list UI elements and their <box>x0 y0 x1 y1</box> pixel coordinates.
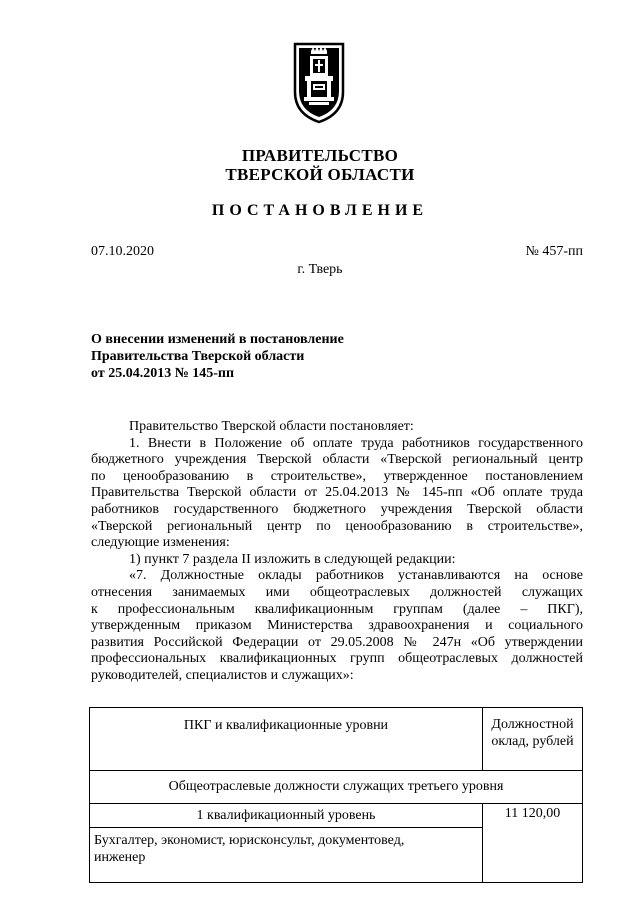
subject-line: от 25.04.2013 № 145-пп <box>91 366 235 381</box>
document-number: № 457-пп <box>525 244 583 259</box>
table-group-label: Общеотраслевые должности служащих третьего уровня <box>90 771 583 804</box>
body-line: 1. Внести в Положение об оплате труда работников государственного <box>129 435 583 451</box>
document-type-heading: ПОСТАНОВЛЕНИЕ <box>211 202 429 219</box>
table-group-row <box>90 771 583 804</box>
table-positions-line2: инженер <box>94 850 146 865</box>
table-level-row <box>90 804 583 828</box>
document-city: г. Тверь <box>297 262 343 277</box>
body-line: «7. Должностные оклады работников устанавливаются на основе <box>129 568 583 584</box>
table-positions-line1: Бухгалтер, экономист, юрисконсульт, документовед, <box>94 833 405 848</box>
document-body <box>91 419 583 685</box>
table-header-pkg: ПКГ и квалификационные уровни <box>90 708 483 771</box>
body-line: Правительства Тверской области от 25.04.2013 № 145-пп «Об оплате труда <box>91 485 583 501</box>
body-line: «Тверской региональный центр по ценообразованию в строительстве», <box>91 518 583 534</box>
body-line: бюджетного учреждения Тверской области «Тверской региональный центр <box>91 452 583 468</box>
government-title-line2: ТВЕРСКОЙ ОБЛАСТИ <box>225 165 415 184</box>
body-line: руководителей, специалистов и служащих»: <box>91 667 354 683</box>
table-salary-value: 11 120,00 <box>483 804 583 883</box>
body-line: по ценообразованию в строительстве», утвержденное постановлением <box>91 468 583 484</box>
salary-table <box>89 707 583 883</box>
body-line: Правительство Тверской области постановляет: <box>129 419 414 434</box>
table-level-label: 1 квалификационный уровень <box>90 804 483 828</box>
body-line: развития Российской Федерации от 29.05.2008 № 247н «Об утверждении <box>91 634 583 650</box>
body-line: к профессиональным квалификационным группам (далее – ПКГ), <box>91 601 583 617</box>
table-positions <box>90 828 483 883</box>
coat-of-arms-emblem <box>291 40 347 124</box>
body-line: отнесения занимаемых ими общеотраслевых должностей служащих <box>91 584 583 600</box>
document-subject <box>91 331 344 382</box>
subject-line: О внесении изменений в постановление <box>91 332 344 347</box>
body-line: работников государственного бюджетного учреждения Тверской области <box>91 501 583 517</box>
document-date: 07.10.2020 <box>91 244 154 259</box>
government-title-line1: ПРАВИТЕЛЬСТВО <box>241 146 399 165</box>
table-header-row <box>90 708 583 771</box>
body-line: следующие изменения: <box>91 535 230 551</box>
table-header-salary-line1: Должностной <box>491 717 574 732</box>
body-line: утвержденным приказом Министерства здравоохранения и социального <box>91 618 583 634</box>
table-header-salary <box>483 708 583 771</box>
table-header-salary-line2: оклад, рублей <box>491 734 574 749</box>
body-line: профессиональных квалификационных групп общеотраслевых должностей <box>91 651 583 667</box>
subject-line: Правительства Тверской области <box>91 349 305 364</box>
body-line: 1) пункт 7 раздела II изложить в следующей редакции: <box>129 551 456 567</box>
